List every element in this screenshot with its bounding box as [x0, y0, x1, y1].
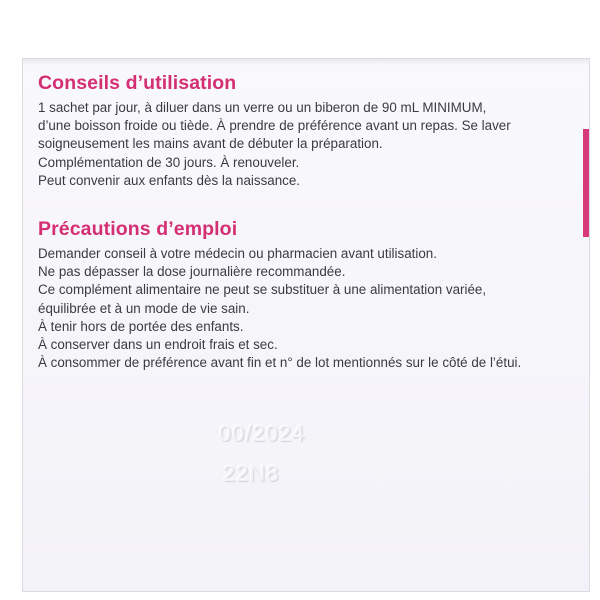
precaution-line: Demander conseil à votre médecin ou pharmacien avant utilisation. [38, 246, 437, 261]
usage-line: d’une boisson froide ou tiède. À prendre de préférence avant un repas. Se laver [38, 118, 511, 134]
embossed-lot-number: 22N8 [223, 461, 280, 486]
box-back-panel [22, 58, 590, 592]
precaution-line: À conserver dans un endroit frais et sec. [38, 337, 278, 353]
usage-advice-heading: Conseils d’utilisation [38, 72, 237, 94]
precaution-line: Ce complément alimentaire ne peut se substituer à une alimentation variée, [38, 282, 487, 298]
precaution-line: À tenir hors de portée des enfants. [38, 318, 244, 334]
usage-line: Peut convenir aux enfants dès la naissance. [38, 172, 301, 188]
usage-advice-text [38, 99, 511, 190]
precaution-line: équilibrée et à un mode de vie sain. [38, 300, 250, 316]
pink-side-stripe [583, 129, 589, 237]
precaution-line: Ne pas dépasser la dose journalière recommandée. [38, 264, 346, 280]
usage-line: Complémentation de 30 jours. À renouveler. [38, 154, 300, 170]
embossed-expiry-date: 00/2024 [219, 421, 306, 446]
precautions-text [38, 245, 521, 372]
precautions-heading: Précautions d’emploi [38, 218, 238, 240]
precaution-line: À consommer de préférence avant fin et n° de lot mentionnés sur le côté de l’étui. [38, 355, 522, 371]
panel-top-shadow [23, 59, 589, 65]
usage-line: soigneusement les mains avant de débuter la préparation. [38, 136, 383, 152]
usage-line: 1 sachet par jour, à diluer dans un verre ou un biberon de 90 mL MINIMUM, [38, 100, 487, 115]
